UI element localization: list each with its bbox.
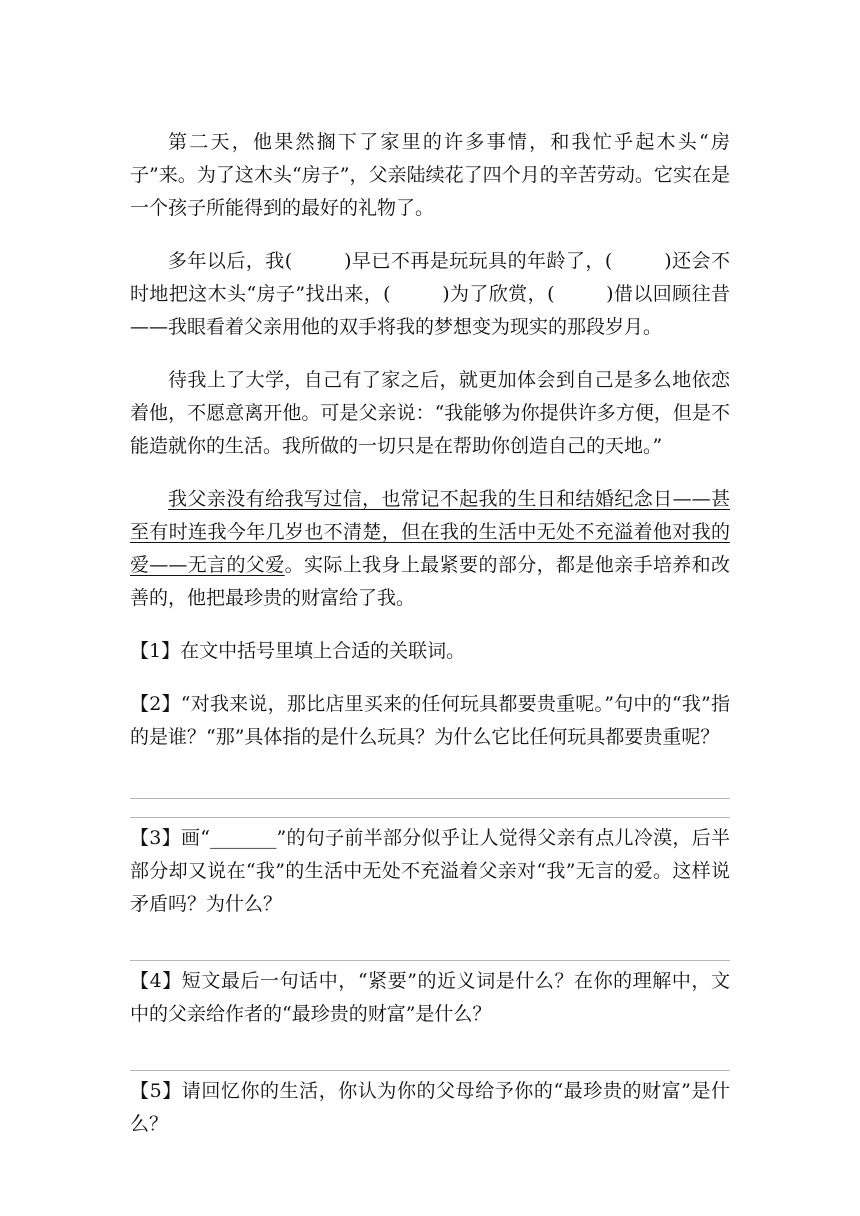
- fill-blank-4[interactable]: [555, 283, 607, 305]
- question-1: 【1】在文中括号里填上合适的关联词。: [130, 640, 466, 662]
- passage-paragraph-2: [130, 245, 730, 344]
- p4-rest: 。实际上我身上最紧要的部分，都是他亲手培养和改善的，他把最珍贵的财富给了我。: [130, 554, 730, 609]
- question-4: 【4】短文最后一句话中，“紧要”的近义词是什么？在你的理解中，文中的父亲给作者的“最珍贵的财富”是什么？: [130, 970, 730, 1025]
- question-5: 【5】请回忆你的生活，你认为你的父母给予你的“最珍贵的财富”是什么？: [130, 1080, 730, 1135]
- question-2: 【2】“对我来说，那比店里买来的任何玩具都要贵重呢。”句中的“我”指的是谁？“那”具体指的是什么玩具？为什么它比任何玩具都要贵重呢？: [130, 693, 730, 748]
- fill-blank-1[interactable]: [292, 250, 344, 272]
- passage-paragraph-3: 待我上了大学，自己有了家之后，就更加体会到自己是多么地依恋着他，不愿意离开他。可是父亲说：“我能够为你提供许多方便，但是不能造就你的生活。我所做的一切只是在帮助你创造自己的天地。”: [130, 369, 730, 457]
- p2-text-b: )早已不再是玩玩具的年龄了，(: [344, 250, 613, 272]
- passage-paragraph-1: 第二天，他果然搁下了家里的许多事情，和我忙乎起木头“房子”来。为了这木头“房子”，父亲陆续花了四个月的辛苦劳动。它实在是一个孩子所能得到的最好的礼物了。: [130, 131, 730, 219]
- fill-blank-3[interactable]: [391, 283, 443, 305]
- p2-text-e: )借以回顾往昔——我眼看着父亲用他的双手将我的梦想变为现实的那段岁月。: [130, 283, 730, 338]
- p2-text-c: )还会不时地把这木头“房子”找出来，(: [130, 250, 730, 305]
- p2-text-d: )为了欣赏，(: [442, 283, 555, 305]
- question-3: 【3】画“_______”的句子前半部分似乎让人觉得父亲有点儿冷漠，后半部分却又说在“我”的生活中无处不充溢着父亲对“我”无言的爱。这样说矛盾吗？为什么？: [130, 827, 730, 915]
- passage-paragraph-4: [130, 483, 730, 615]
- fill-blank-2[interactable]: [612, 250, 664, 272]
- underlined-sentence: 我父亲没有给我写过信，也常记不起我的生日和结婚纪念日——甚至有时连我今年几岁也不清楚，但在我的生活中无处不充溢着他对我的爱——无言的父爱: [130, 488, 730, 576]
- p2-text-a: 多年以后，我(: [168, 250, 293, 272]
